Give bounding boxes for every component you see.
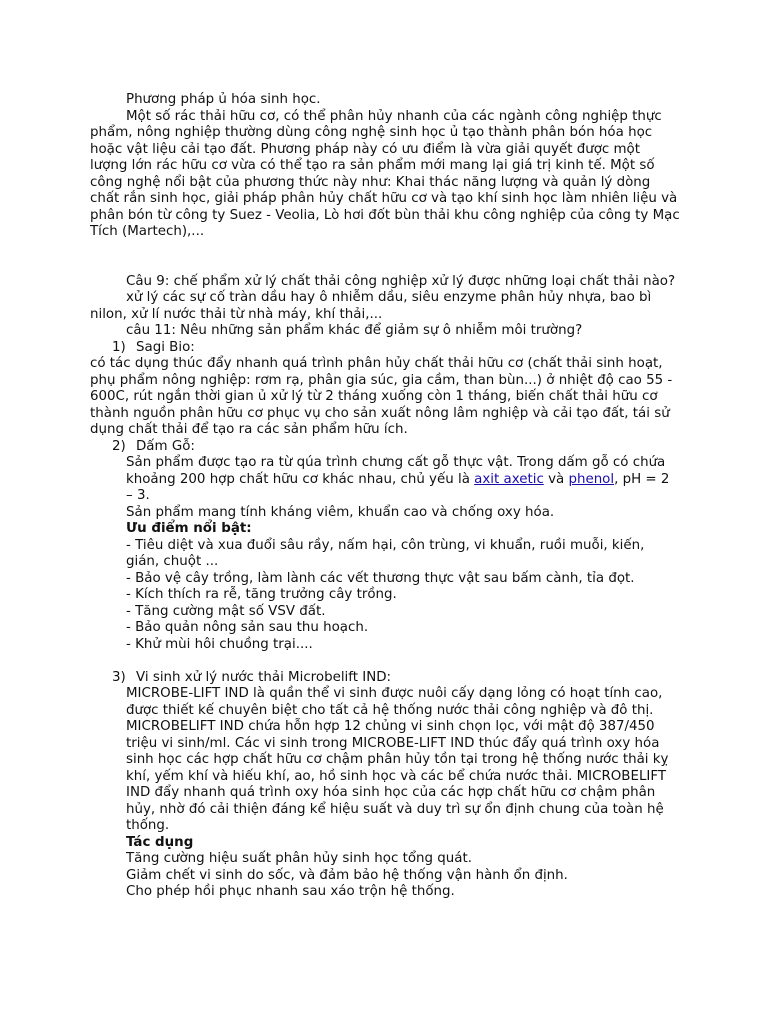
list-number: 3)	[112, 669, 126, 685]
link-phenol[interactable]: phenol	[568, 471, 615, 487]
list-item-microbelift	[90, 670, 680, 687]
list-item-dam-go	[90, 439, 680, 456]
product-name: Sagi Bio:	[136, 339, 195, 355]
desc-text: , pH = 2 – 3.	[126, 471, 670, 503]
list-number: 2)	[112, 438, 126, 454]
desc-text: và	[543, 471, 569, 487]
advantages-heading: Ưu điểm nổi bật:	[126, 521, 252, 536]
product-description-2: Sản phẩm mang tính kháng viêm, khuẩn cao và chống oxy hóa.	[126, 504, 555, 520]
document-body	[90, 92, 680, 901]
product-description: có tác dụng thúc đẩy nhanh quá trình phân hủy chất thải hữu cơ (chất thải sinh hoạt, phụ phẩm nông nghiệp: rơm rạ, phân gia súc, gia cầm, than bùn...) ở nhiệt độ cao 55 - 600C, rút ngắn thời gian ủ xử lý từ 2 tháng xuống còn 1 tháng, biến chất thải hữu cơ thành nguồn phân hữu cơ phục vụ cho sản xuất nông lâm nghiệp và cải tạo đất, tái sử dụng chất thải để tạo ra các sản phẩm hữu ích.	[90, 356, 673, 437]
advantage-item: - Bảo quản nông sản sau thu hoạch.	[126, 620, 369, 635]
section-title: Phương pháp ủ hóa sinh học.	[126, 92, 321, 107]
effect-item: Cho phép hồi phục nhanh sau xáo trộn hệ thống.	[126, 884, 455, 899]
question-9: Câu 9: chế phẩm xử lý chất thải công nghiệp xử lý được những loại chất thải nào?	[126, 273, 676, 289]
product-name: Vi sinh xử lý nước thải Microbelift IND:	[136, 669, 392, 685]
product-name: Dấm Gỗ:	[136, 438, 195, 454]
spacer	[90, 241, 680, 274]
spacer	[90, 653, 680, 670]
list-item-sagi-bio	[90, 340, 680, 357]
section-paragraph: Một số rác thải hữu cơ, có thể phân hủy nhanh của các ngành công nghiệp thực phẩm, nông nghiệp thường dùng công nghệ sinh học ủ tạo thành phân bón hóa học hoặc vật liệu cải tạo đất. Phương pháp này có ưu điểm là vừa giải quyết được một lượng lớn rác hữu cơ vừa có thể tạo ra sản phẩm mới mang lại giá trị kinh tế. Một số công nghệ nổi bật của phương thức này như: Khai thác năng lượng và quản lý dòng chất rắn sinh học, giải pháp phân hủy chất hữu cơ và tạo khí sinh học làm nhiên liệu và phân bón từ công ty Suez - Veolia, Lò hơi đốt bùn thải khu công nghiệp của công ty Mạc Tích (Martech),...	[90, 108, 680, 239]
advantage-item: - Kích thích ra rễ, tăng trưởng cây trồng.	[126, 587, 397, 602]
answer-9: xử lý các sự cố tràn dầu hay ô nhiễm dầu, siêu enzyme phân hủy nhựa, bao bì nilon, xử lí nước thải từ nhà máy, khí thải,...	[90, 290, 652, 322]
advantage-item: - Khử mùi hôi chuồng trại....	[126, 636, 313, 652]
advantage-item: - Bảo vệ cây trồng, làm lành các vết thương thực vật sau bấm cành, tỉa đọt.	[126, 570, 635, 586]
advantage-item: - Tăng cường mật số VSV đất.	[126, 603, 326, 619]
link-axit-axetic[interactable]: axit axetic	[474, 471, 544, 487]
effect-item: Giảm chết vi sinh do sốc, và đảm bảo hệ thống vận hành ổn định.	[126, 867, 568, 883]
effect-item: Tăng cường hiệu suất phân hủy sinh học tổng quát.	[126, 851, 472, 866]
advantage-item: - Tiêu diệt và xua đuổi sâu rầy, nấm hại, côn trùng, vi khuẩn, ruồi muỗi, kiến, gián, chuột ...	[126, 537, 645, 569]
product-description	[90, 455, 680, 505]
list-number: 1)	[112, 339, 126, 355]
effects-heading: Tác dụng	[126, 834, 194, 850]
desc-text: Sản phẩm được tạo ra từ qúa trình chưng cất gỗ thực vật. Trong dấm gỗ có chứa khoảng 200 hợp chất hữu cơ khác nhau, chủ yếu là	[126, 455, 666, 487]
question-11: câu 11: Nêu những sản phẩm khác để giảm sự ô nhiễm môi trường?	[126, 323, 583, 338]
product-description: MICROBE-LIFT IND là quần thể vi sinh được nuôi cấy dạng lỏng có hoạt tính cao, được thiết kế chuyên biệt cho tất cả hệ thống nước thải công nghiệp và đô thị. MICROBELIFT IND chứa hỗn hợp 12 chủng vi sinh chọn lọc, với mật độ 387/450 triệu vi sinh/ml. Các vi sinh trong MICROBE-LIFT IND thúc đẩy quá trình oxy hóa sinh học các hợp chất hữu cơ chậm phân hủy tồn tại trong hệ thống nước thải kỵ khí, yếm khí và hiếu khí, ao, hồ sinh học và các bể chứa nước thải. MICROBELIFT IND đẩy nhanh quá trình oxy hóa sinh học của các hợp chất hữu cơ chậm phân hủy, nhờ đó cải thiện đáng kể hiệu suất và duy trì sự ổn định chung của toàn hệ thống.	[126, 686, 669, 833]
